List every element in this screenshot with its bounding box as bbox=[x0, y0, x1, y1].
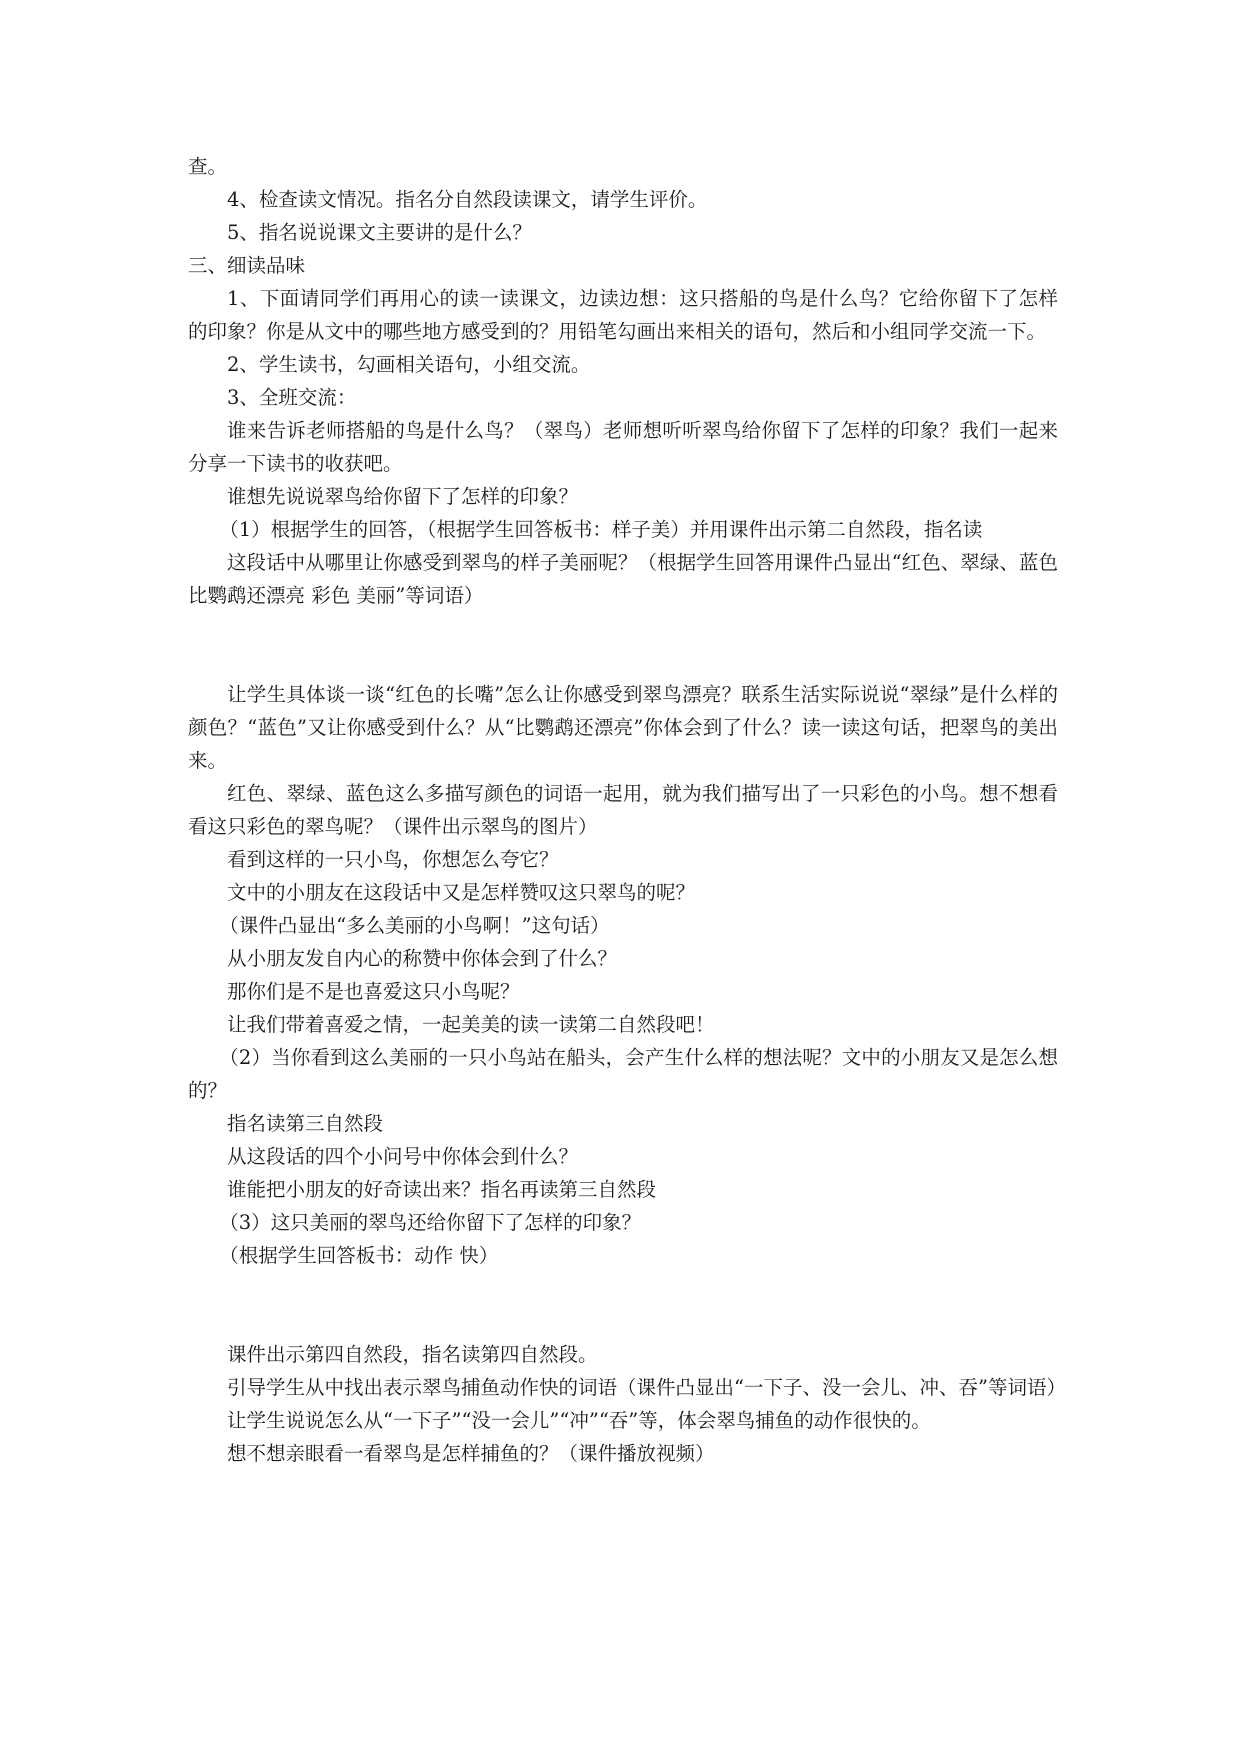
paragraph: （根据学生回答板书：动作 快） bbox=[219, 1244, 499, 1267]
paragraph: 指名读第三自然段 bbox=[227, 1112, 384, 1135]
blank-space bbox=[188, 1272, 1058, 1338]
section-heading: 三、细读品味 bbox=[188, 254, 306, 277]
paragraph: 引导学生从中找出表示翠鸟捕鱼动作快的词语（课件凸显出“一下子、没一会儿、冲、吞”等词语） bbox=[227, 1376, 1066, 1399]
paragraph: 2、学生读书，勾画相关语句，小组交流。 bbox=[227, 353, 591, 376]
paragraph: 那你们是不是也喜爱这只小鸟呢？ bbox=[227, 980, 520, 1003]
paragraph: 这段话中从哪里让你感受到翠鸟的样子美丽呢？（根据学生回答用课件凸显出“红色、翠绿、蓝色比鹦鹉还漂亮 彩色 美丽”等词语） bbox=[188, 551, 1058, 607]
paragraph: 让学生具体谈一谈“红色的长嘴”怎么让你感受到翠鸟漂亮？联系生活实际说说“翠绿”是什么样的颜色？“蓝色”又让你感受到什么？从“比鹦鹉还漂亮”你体会到了什么？读一读这句话，把翠鸟的美出来。 bbox=[188, 683, 1058, 772]
paragraph: （3）这只美丽的翠鸟还给你留下了怎样的印象？ bbox=[219, 1211, 642, 1234]
paragraph: 想不想亲眼看一看翠鸟是怎样捕鱼的？（课件播放视频） bbox=[227, 1442, 715, 1465]
paragraph: （2）当你看到这么美丽的一只小鸟站在船头，会产生什么样的想法呢？文中的小朋友又是怎么想的？ bbox=[188, 1046, 1058, 1102]
paragraph: 谁来告诉老师搭船的鸟是什么鸟？（翠鸟）老师想听听翠鸟给你留下了怎样的印象？我们一起来分享一下读书的收获吧。 bbox=[188, 419, 1058, 475]
paragraph: 1、下面请同学们再用心的读一读课文，边读边想：这只搭船的鸟是什么鸟？它给你留下了怎样的印象？你是从文中的哪些地方感受到的？用铅笔勾画出来相关的语句，然后和小组同学交流一下。 bbox=[188, 287, 1058, 343]
paragraph: 查。 bbox=[188, 155, 228, 178]
paragraph: 文中的小朋友在这段话中又是怎样赞叹这只翠鸟的呢？ bbox=[227, 881, 696, 904]
paragraph: 从小朋友发自内心的称赞中你体会到了什么？ bbox=[227, 947, 618, 970]
paragraph: 让我们带着喜爱之情，一起美美的读一读第二自然段吧！ bbox=[227, 1013, 715, 1036]
paragraph: 4、检查读文情况。指名分自然段读课文，请学生评价。 bbox=[227, 188, 708, 211]
paragraph: 谁能把小朋友的好奇读出来？指名再读第三自然段 bbox=[227, 1178, 657, 1201]
document-body bbox=[188, 150, 1066, 1470]
paragraph: 谁想先说说翠鸟给你留下了怎样的印象？ bbox=[227, 485, 579, 508]
paragraph: 看到这样的一只小鸟，你想怎么夸它？ bbox=[227, 848, 559, 871]
blank-space bbox=[188, 612, 1058, 678]
paragraph: 红色、翠绿、蓝色这么多描写颜色的词语一起用，就为我们描写出了一只彩色的小鸟。想不想看看这只彩色的翠鸟呢？（课件出示翠鸟的图片） bbox=[188, 782, 1058, 838]
paragraph: 课件出示第四自然段，指名读第四自然段。 bbox=[227, 1343, 598, 1366]
paragraph: （课件凸显出“多么美丽的小鸟啊！”这句话） bbox=[219, 914, 610, 937]
paragraph: （1）根据学生的回答，（根据学生回答板书：样子美）并用课件出示第二自然段，指名读 bbox=[219, 518, 983, 541]
paragraph: 从这段话的四个小问号中你体会到什么？ bbox=[227, 1145, 579, 1168]
paragraph: 3、全班交流： bbox=[227, 386, 357, 409]
paragraph: 让学生说说怎么从“一下子”“没一会儿”“冲”“吞”等，体会翠鸟捕鱼的动作很快的。 bbox=[227, 1409, 931, 1432]
paragraph: 5、指名说说课文主要讲的是什么？ bbox=[227, 221, 532, 244]
